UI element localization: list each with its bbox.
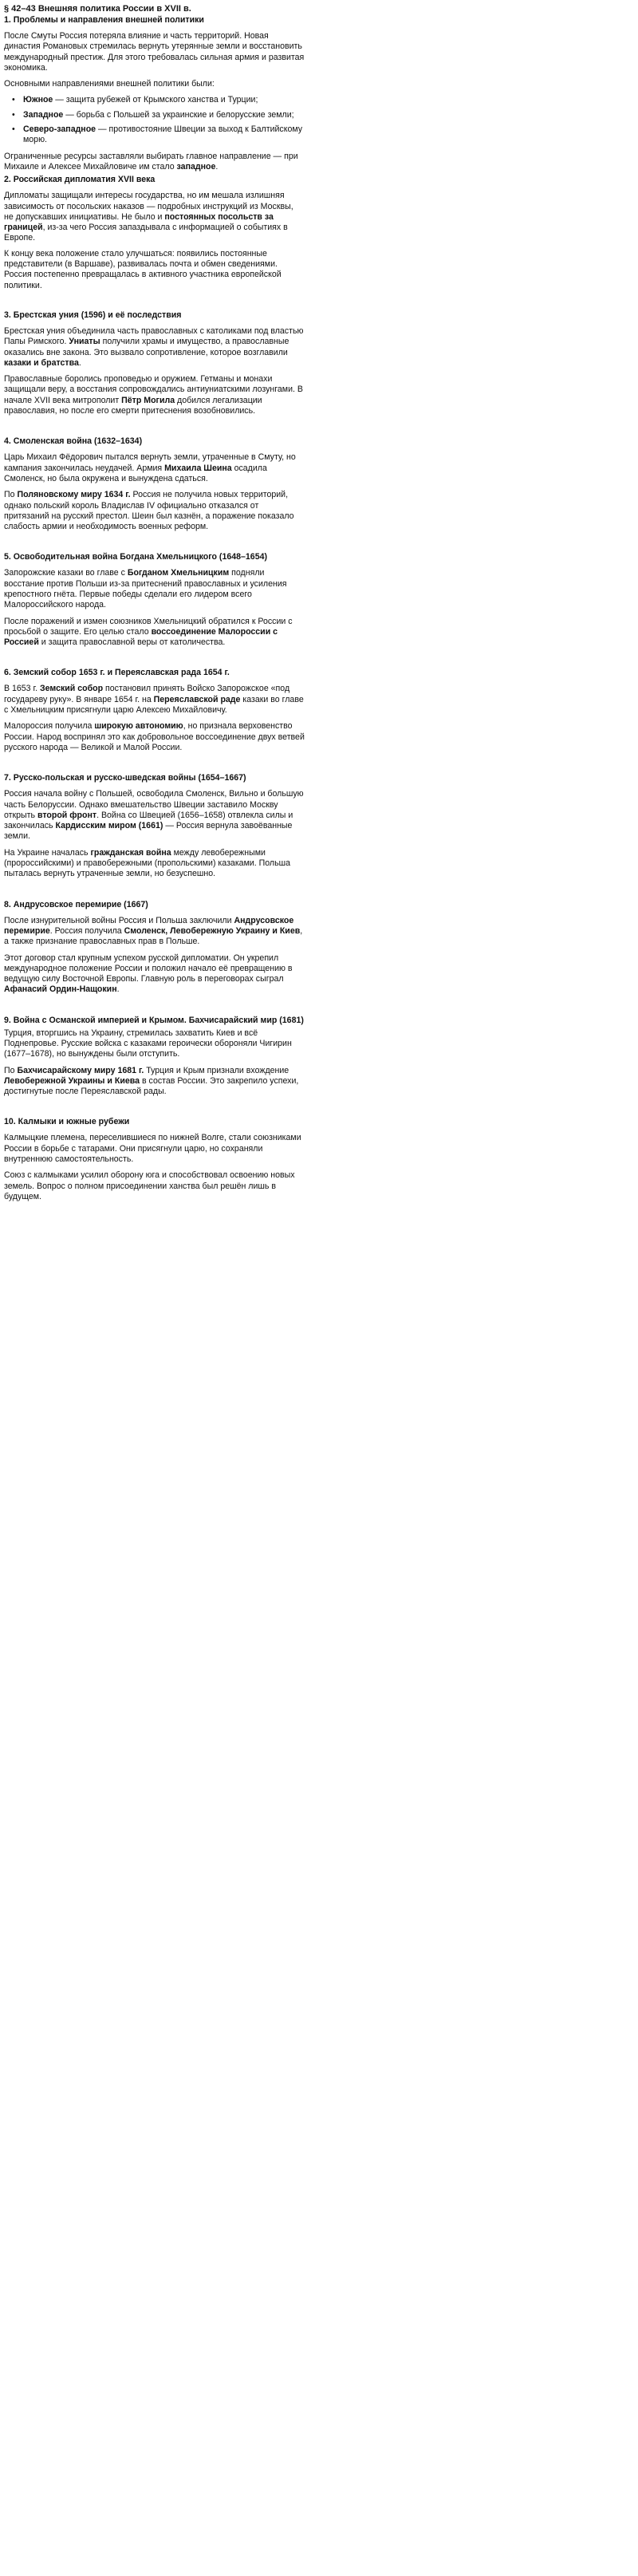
paragraph: Запорожские казаки во главе с Богданом Хмельницким подняли восстание против Польши из-за притеснений православных и усиления крепостного гнёта. Первые победы сделали его лидером всего Малороссийского народа.: [4, 568, 287, 610]
directions-list: [4, 95, 305, 145]
paragraph: На Украине началась гражданская война между левобережными (пророссийскими) и правобережными (пропольскими) казаками. Польша пыталась вернуть утраченные земли, но безуспешно.: [4, 847, 291, 879]
section-heading: 4. Смоленская война (1632–1634): [4, 436, 143, 447]
list-item-text: — противостояние Швеции за выход к Балтийскому морю.: [23, 124, 303, 145]
section-heading: 1. Проблемы и направления внешней политики: [4, 15, 204, 25]
paragraph: По Бахчисарайскому миру 1681 г. Турция и Крым признали вхождение Левобережной Украины и Киева в состав России. Это закрепило успехи, достигнутые после Переяславской рады.: [4, 1065, 299, 1097]
section-heading: 3. Брестская уния (1596) и её последствия: [4, 310, 182, 320]
bullet-icon: •: [12, 109, 15, 120]
list-item-term: Западное: [23, 109, 64, 120]
paragraph: Брестская уния объединила часть православных с католиками под властью Папы Римского. Униаты получили храмы и имущество, а православные оказались вне закона. Это вызвало сопротивление, которое возглавили казаки и братства.: [4, 325, 304, 368]
paragraph: После поражений и измен союзников Хмельницкий обратился к России с просьбой о защите. Его целью стало воссоединение Малороссии с Россией и защита православной веры от католичества.: [4, 616, 293, 648]
paragraph: После Смуты Россия потеряла влияние и часть территорий. Новая династия Романовых стремилась вернуть утерянные земли и восстановить международный престиж. Для этого требовалась сильная армия и развитая экономика.: [4, 31, 305, 73]
section-2: [4, 175, 305, 291]
paragraph: Калмыцкие племена, переселившиеся по нижней Волге, стали союзниками России в борьбе с татарами. Они присягнули царю, но сохраняли внутреннюю самостоятельность.: [4, 1133, 301, 1165]
section-3: [4, 310, 305, 416]
paragraph: Россия начала войну с Польшей, освободила Смоленск, Вильно и большую часть Белоруссии. Однако вмешательство Швеции заставило Москву открыть второй фронт. Война со Швецией (1656–1658) отвлекла силы и закончилась Кардисским миром (1661) — Россия вернула завоёванные земли.: [4, 789, 304, 842]
paragraph: Православные боролись проповедью и оружием. Гетманы и монахи защищали веру, а восстания сопровождались антиуниатскими лозунгами. В начале XVII века митрополит Пётр Могила добился легализации православия, но после его смерти притеснения возобновились.: [4, 374, 303, 416]
section-7: [4, 773, 305, 879]
section-heading: 8. Андрусовское перемирие (1667): [4, 899, 148, 909]
paragraph: Малороссия получила широкую автономию, но признала верховенство России. Народ воспринял это как добровольное воссоединение двух ветвей русского народа — Великой и Малой России.: [4, 721, 305, 752]
document: [4, 0, 305, 1202]
section-heading: 5. Освободительная война Богдана Хмельницкого (1648–1654): [4, 552, 267, 562]
paragraph: По Поляновскому миру 1634 г. Россия не получила новых территорий, однако польский король Владислав IV официально отказался от притязаний на русский престол. Шеин был казнён, а поражение показало слабость армии и необходимость военных реформ.: [4, 490, 294, 532]
list-item: [4, 110, 305, 120]
section-4: [4, 436, 305, 532]
paragraph: Турция, вторгшись на Украину, стремилась захватить Киев и всё Поднепровье. Русские войска с казаками героически обороняли Чигирин (1677–1678), но вынуждены были отступить.: [4, 1028, 292, 1059]
page-title: § 42–43 Внешняя политика России в XVII в.: [4, 4, 191, 14]
section-9: [4, 1016, 305, 1098]
list-item-text: — борьба с Польшей за украинские и белорусские земли;: [63, 109, 294, 120]
bullet-icon: •: [12, 95, 15, 105]
list-item-term: Южное: [23, 95, 53, 105]
list-item: [4, 124, 305, 146]
list-item: [4, 95, 305, 105]
section-heading: 7. Русско-польская и русско-шведская войны (1654–1667): [4, 773, 246, 783]
paragraph: Основными направлениями внешней политики были:: [4, 79, 215, 89]
section-heading: 6. Земский собор 1653 г. и Переяславская рада 1654 г.: [4, 668, 230, 678]
list-item-text: — защита рубежей от Крымского ханства и Турции;: [53, 95, 258, 105]
section-1: [4, 15, 305, 172]
paragraph: Дипломаты защищали интересы государства, но им мешала излишняя зависимость от посольских наказов — подробных инструкций из Москвы, не допускавших инициативы. Не было и постоянных посольств за границей, из-за чего Россия запаздывала с информацией о событиях в Европе.: [4, 191, 293, 243]
section-heading: 10. Калмыки и южные рубежи: [4, 1117, 130, 1127]
list-item-term: Северо-западное: [23, 124, 96, 135]
section-6: [4, 668, 305, 753]
section-heading: 9. Война с Османской империей и Крымом. Бахчисарайский мир (1681): [4, 1015, 304, 1025]
paragraph: Царь Михаил Фёдорович пытался вернуть земли, утраченные в Смуту, но кампания закончилась неудачей. Армия Михаила Шеина осадила Смоленск, но была окружена и вынуждена сдаться.: [4, 452, 296, 483]
paragraph: Союз с калмыками усилил оборону юга и способствовал освоению новых земель. Вопрос о полном присоединении ханства был решён лишь в будущем.: [4, 1170, 295, 1201]
paragraph: К концу века положение стало улучшаться: появились постоянные представители (в Варшаве), развивалась почта и обмен сведениями. Россия постепенно превращалась в активного участника европейской политики.: [4, 248, 282, 290]
section-8: [4, 900, 305, 996]
bullet-icon: •: [12, 124, 15, 135]
paragraph: Этот договор стал крупным успехом русской дипломатии. Он укрепил международное положение России и положил начало её превращению в ведущую силу Восточной Европы. Главную роль в переговорах сыграл Афанасий Ордин-Нащокин.: [4, 953, 293, 995]
section-heading: 2. Российская дипломатия XVII века: [4, 175, 156, 185]
section-10: [4, 1117, 305, 1202]
paragraph: В 1653 г. Земский собор постановил принять Войско Запорожское «под государеву руку». В январе 1654 г. на Переяславской раде казаки во главе с Хмельницким присягнули царю Алексею Михайловичу.: [4, 684, 304, 716]
paragraph: После изнурительной войны Россия и Польша заключили Андрусовское перемирие. Россия получила Смоленск, Левобережную Украину и Киев, а также признание православных прав в Польше.: [4, 915, 303, 947]
paragraph: Ограниченные ресурсы заставляли выбирать главное направление — при Михаиле и Алексее Михайловиче им стало западное.: [4, 151, 298, 172]
section-5: [4, 552, 305, 648]
